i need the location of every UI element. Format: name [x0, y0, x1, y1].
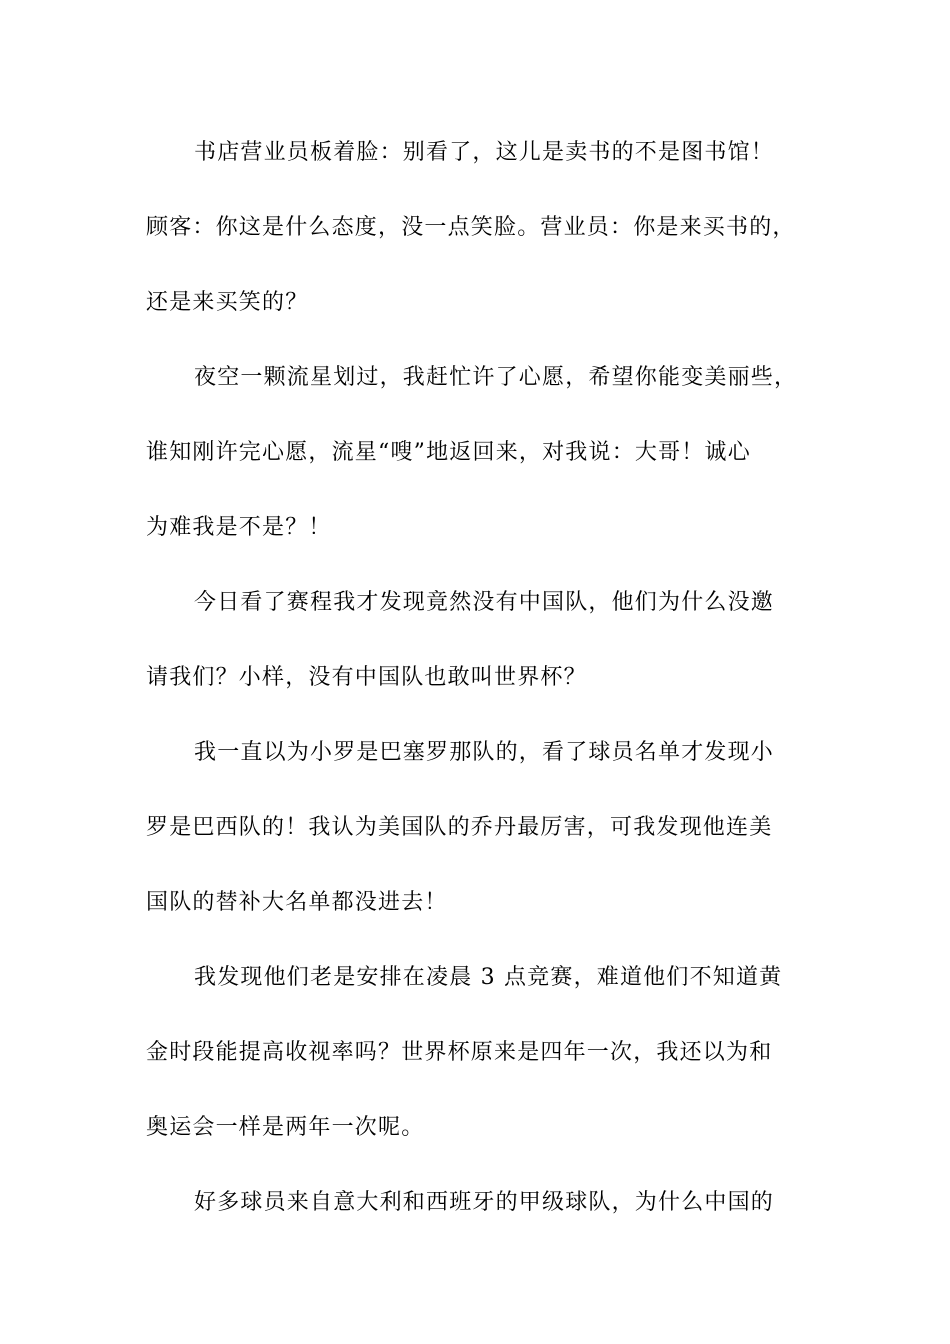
text-line: 国队的替补大名单都没进去！: [146, 890, 448, 915]
text-line: 夜空一颗流星划过，我赶忙许了心愿，希望你能变美丽些，: [194, 365, 798, 390]
text-line: 我发现他们老是安排在凌晨 3 点竞赛，难道他们不知道黄: [194, 965, 783, 990]
text-line: 请我们？小样，没有中国队也敢叫世界杯？: [146, 665, 587, 690]
text-line: 好多球员来自意大利和西班牙的甲级球队，为什么中国的: [194, 1190, 775, 1215]
text-line: 奥运会一样是两年一次呢。: [146, 1115, 425, 1140]
text-line: 金时段能提高收视率吗？世界杯原来是四年一次，我还以为和: [146, 1040, 773, 1065]
text-line: 今日看了赛程我才发现竟然没有中国队，他们为什么没邀: [194, 590, 775, 615]
text-line: 我一直以为小罗是巴塞罗那队的，看了球员名单才发现小: [194, 740, 775, 765]
text-line: 为难我是不是？！: [146, 515, 332, 540]
text-line: 书店营业员板着脸：别看了，这儿是卖书的不是图书馆！: [194, 140, 775, 165]
text-line: 顾客：你这是什么态度，没一点笑脸。营业员：你是来买书的，: [146, 215, 796, 240]
document-body: [146, 128, 808, 1253]
text-line: 还是来买笑的？: [146, 290, 309, 315]
text-line: 谁知刚许完心愿，流星“嗖”地返回来，对我说：大哥！诚心: [146, 440, 751, 465]
text-line: 罗是巴西队的！我认为美国队的乔丹最厉害，可我发现他连美: [146, 815, 773, 840]
